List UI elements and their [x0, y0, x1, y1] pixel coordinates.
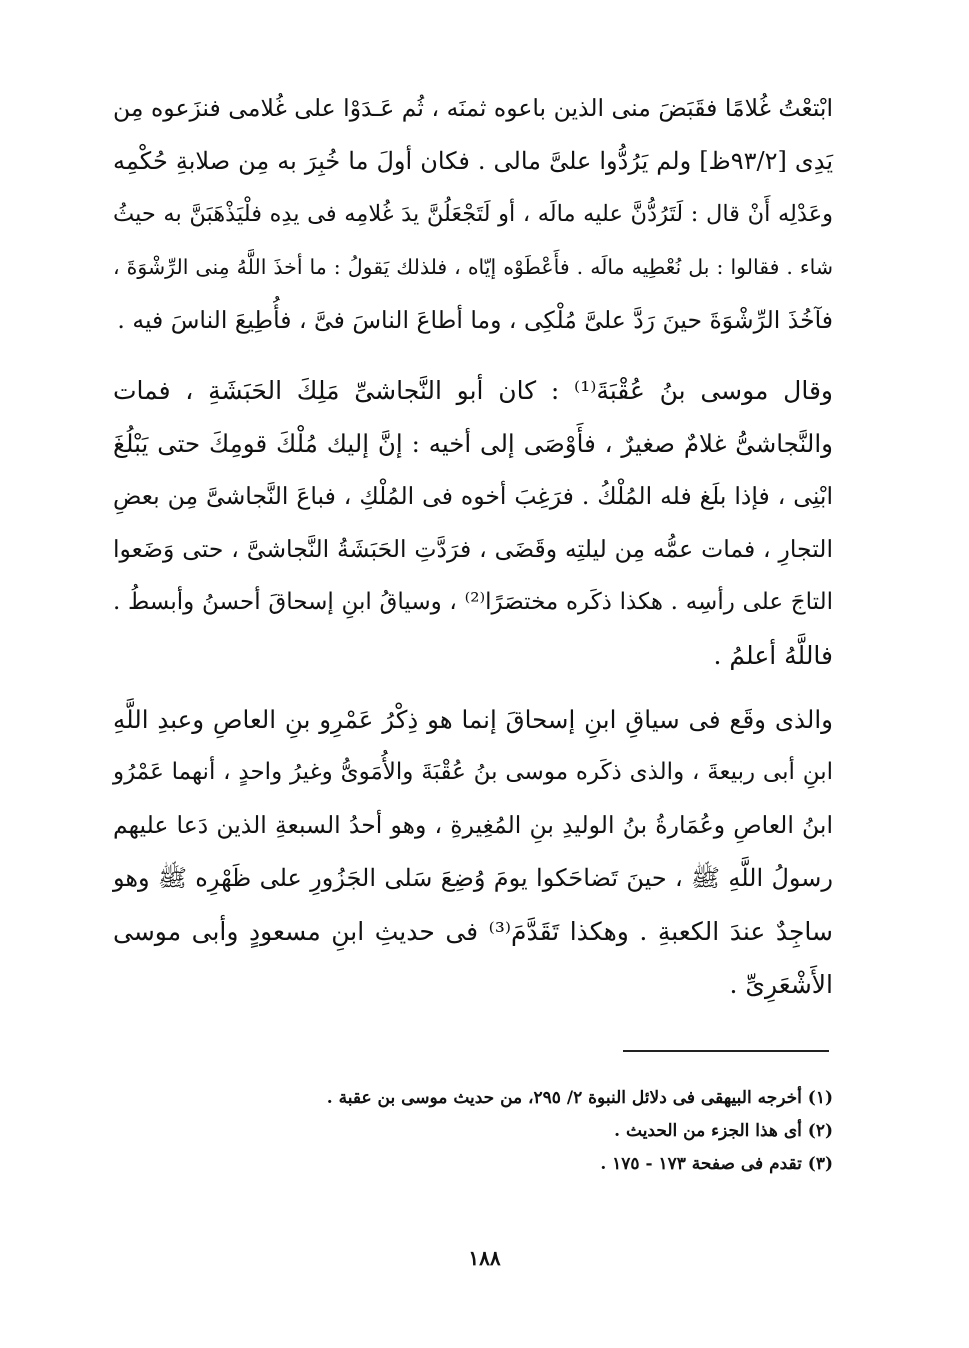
footnote-2: (٢) أى هذا الجزء من الحديث .	[614, 1121, 833, 1141]
page-number: ١٨٨	[468, 1246, 501, 1270]
text-line: يَدِى [٩٣/٢ظ] ولم يَرُدُّوا علىَّ مالى . فكان أولَ ما خُبِرَ به مِن صلابةِ حُكْمِه	[113, 147, 833, 175]
text-line: والنَّجاشىُّ غلامٌ صغيرٌ ، فأَوْصَى إلى أخيه : إنَّ إليك مُلْكَ قومِكَ حتى يَبْلُغَ	[113, 429, 833, 458]
text-line: وعَدْلِه أَنْ قال : لَتَرُدُّنَّ عليه مالَه ، أو لَتَجْعَلُنَّ يدَ غُلامِه فى يدِه فلْيَذْهَبَنَّ به حيثُ	[113, 201, 833, 227]
footnotes	[113, 1082, 833, 1181]
paragraph-2	[113, 364, 833, 682]
footnote-3: (٣) تقدم فى صفحة ١٧٣ - ١٧٥ .	[600, 1154, 833, 1174]
text-line: ابنُ العاصِ وعُمَارةُ بنُ الوليدِ بنِ المُغِيرةِ ، وهو أحدُ السبعةِ الذين دَعا عليهم	[113, 811, 833, 839]
text-line: ابْنِى ، فإذا بلَغ فله المُلْكُ . فرَغِبَ أخوه فى المُلْكِ ، فباعَ النَّجاشىَّ مِن بعضِ	[113, 482, 833, 510]
text-line: والذى وقَع فى سياقِ ابنِ إسحاقَ إنما هو ذِكْرُ عَمْرِو بنِ العاصِ وعبدِ اللَّهِ	[113, 705, 833, 734]
text-line: رسولُ اللَّهِ ﷺ ، حينَ تَضاحَكوا يومَ وُضِعَ سَلى الجَزُورِ على ظَهْرِه ﷺ وهو	[113, 864, 833, 892]
text-line: فآخُذَ الرِّشْوَةَ حينَ رَدَّ علىَّ مُلْكِى ، وما أطاعَ الناسَ فىَّ ، فأُطِيعَ الناسَ فيه .	[117, 306, 833, 334]
footnote-1: (١) أخرجه البيهقى فى دلائل النبوة ٢/ ٢٩٥، من حديث موسى بن عقبة .	[326, 1088, 833, 1108]
text-line: ساجِدٌ عندَ الكعبةِ . وهكذا تَقَدَّمَ⁽³⁾ فى حديثِ ابنِ مسعودٍ وأبى موسى	[113, 917, 833, 946]
footnote-divider	[623, 1050, 829, 1052]
text-line: وقال موسى بنُ عُقْبَةَ⁽¹⁾ : كان أبو النَّجاشىِّ مَلِكَ الحَبَشَةِ ، فمات	[113, 376, 833, 405]
text-line: التاجَ على رأسِه . هكذا ذكَره مختصَرًا⁽²⁾ ، وسياقُ ابنِ إسحاقَ أحسنُ وأبسطُ .	[113, 589, 833, 615]
paragraph-1	[113, 82, 833, 347]
paragraph-3	[113, 693, 833, 1011]
text-line: فاللَّهُ أعلمُ .	[713, 641, 833, 670]
text-line: التجارِ ، فمات عمُّه مِن ليلتِه وقَضَى ، فرَدَّتِ الحَبَشَةُ النَّجاشىَّ ، حتى وَضَعوا	[113, 535, 833, 563]
text-line: ابْتعْتُ غُلامًا فقَبَضَ منى الذين باعوه ثمنَه ، ثُم عَـدَوْا على غُلامى فنزَعوه مِن	[113, 94, 833, 122]
text-line: ابنِ أبى ربيعةَ ، والذى ذكَره موسى بنُ عُقْبَةَ والأُمَوىُّ وغيرُ واحدٍ ، أنهما عَمْرُو	[113, 759, 833, 785]
text-line: الأَشْعَرِىِّ .	[729, 970, 833, 999]
text-line: شاء . فقالوا : بل نُعْطِيه مالَه . فأَعْطَوْه إيّاه ، فلذلك يَقولُ : ما أخذَ اللَّهُ مِنى الرِّشْوَةَ ،	[113, 255, 833, 279]
